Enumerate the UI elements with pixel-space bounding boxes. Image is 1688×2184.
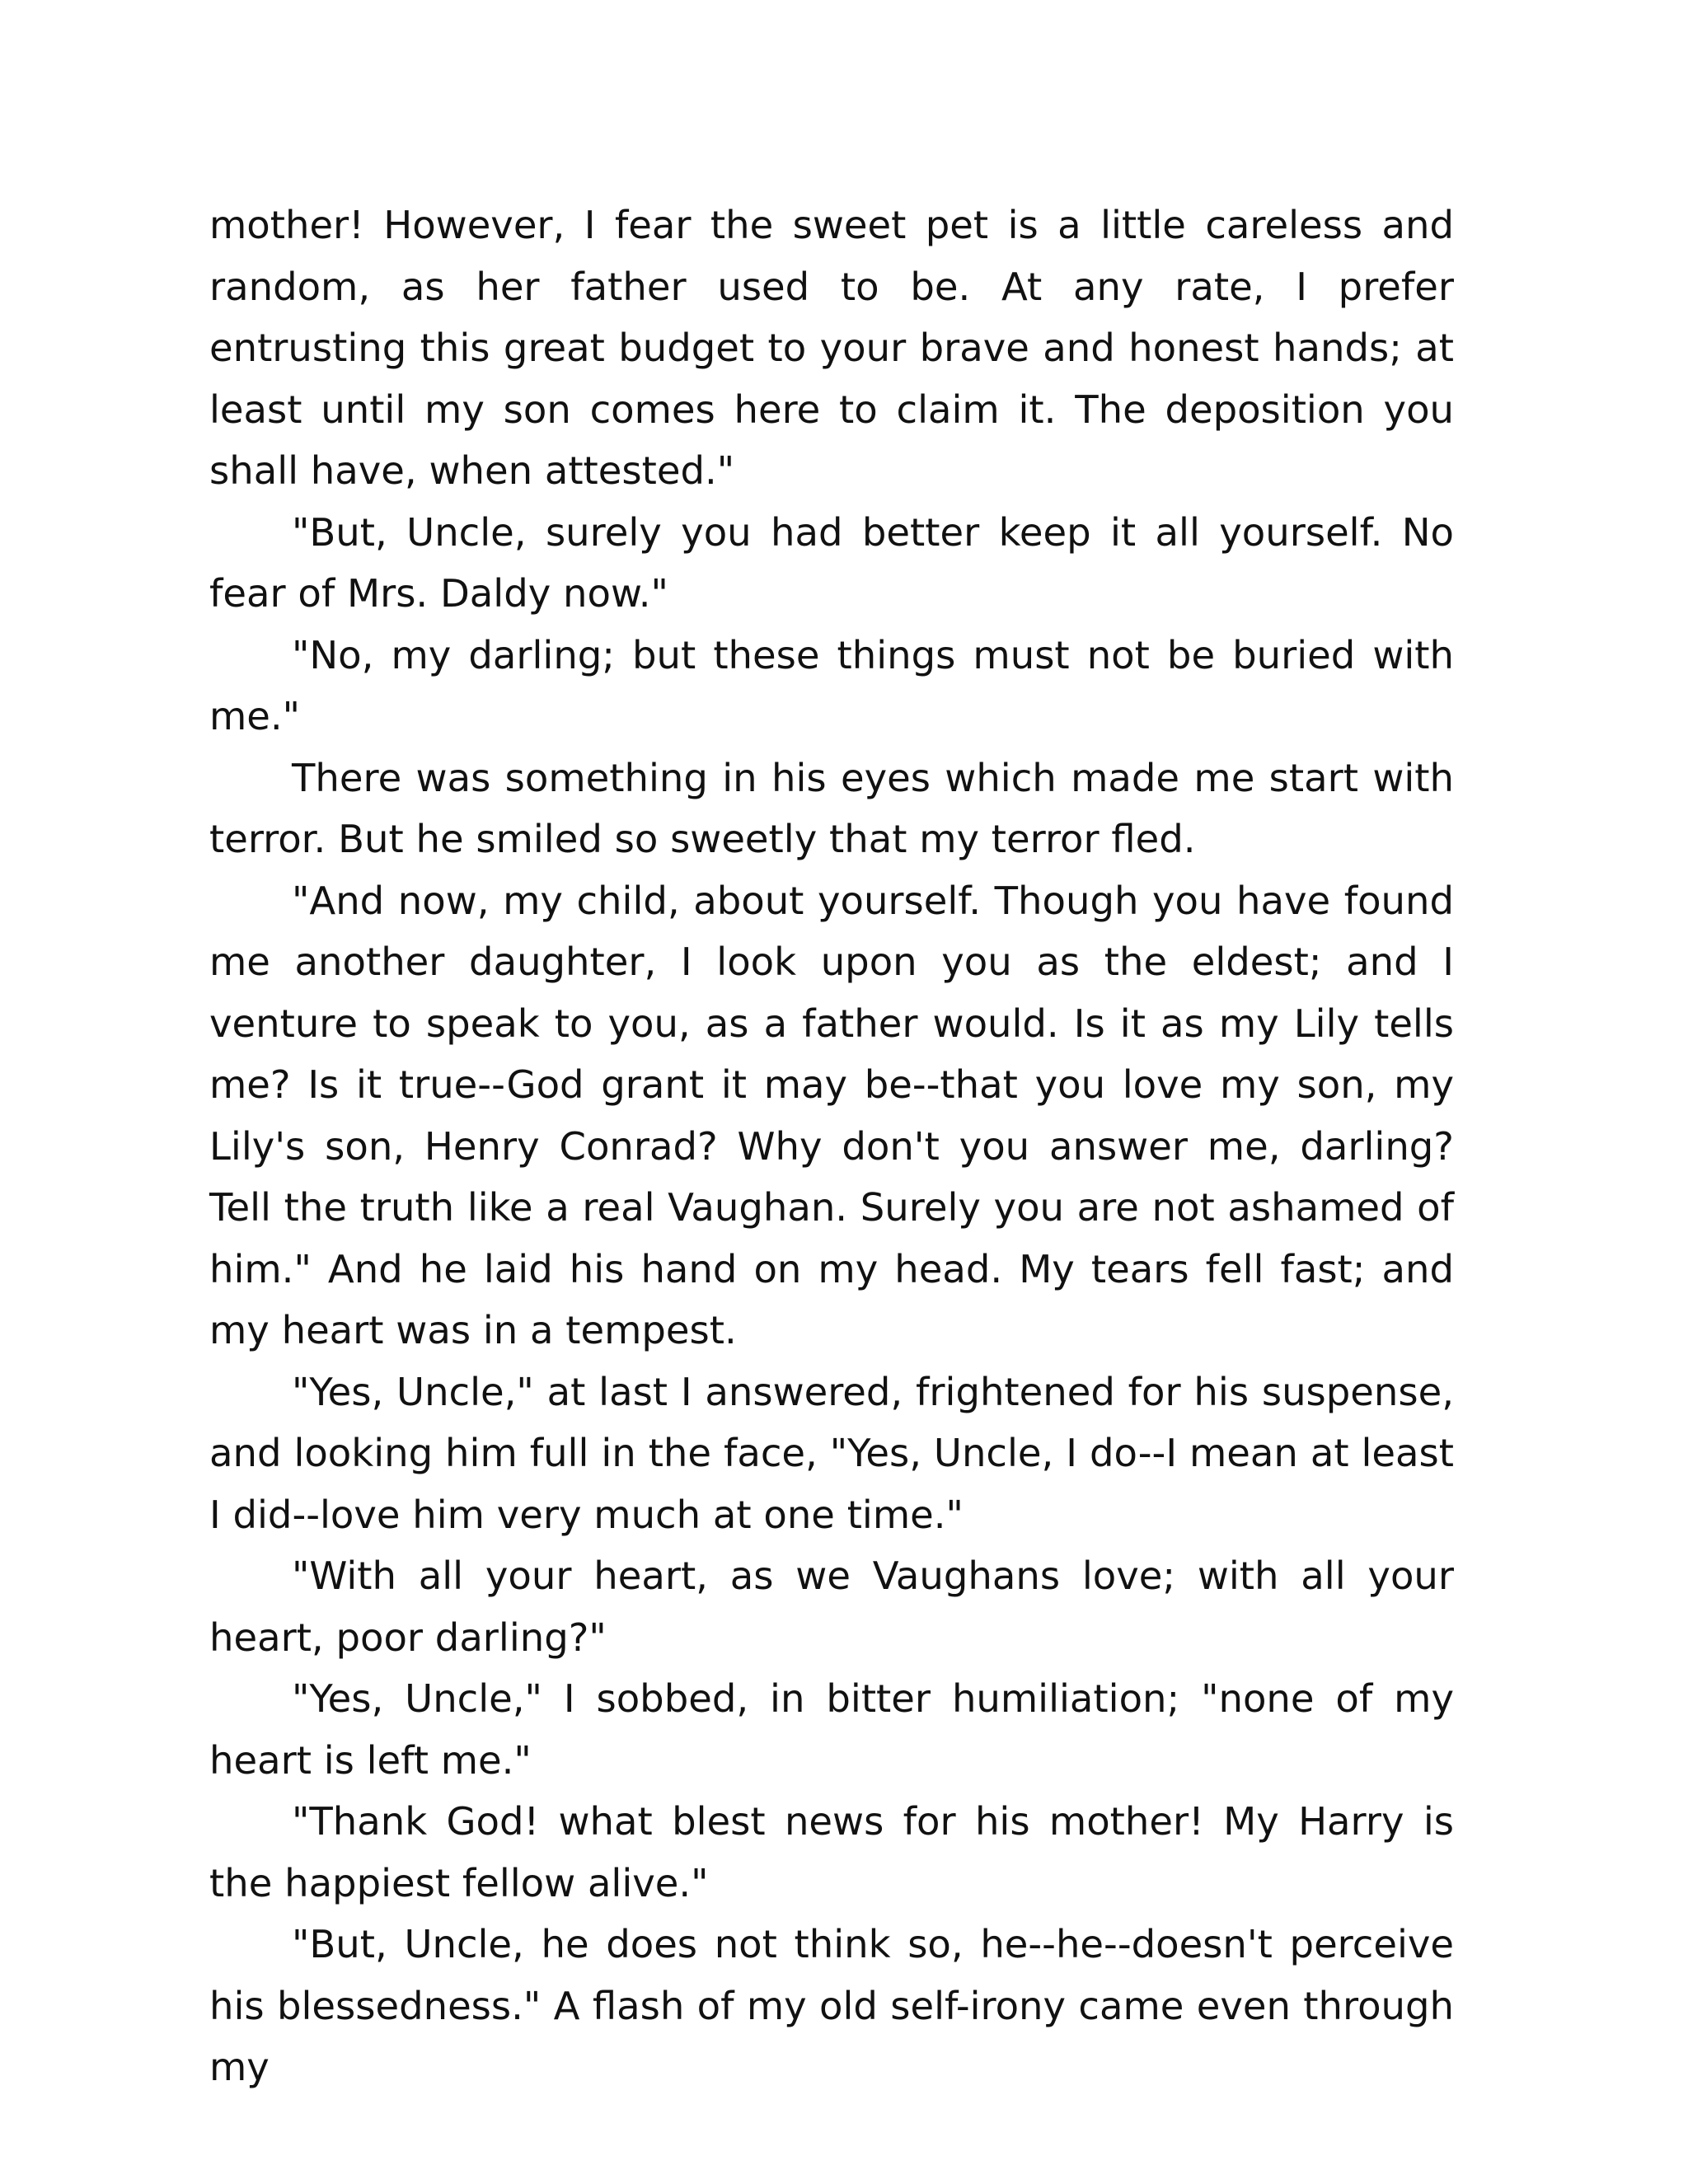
paragraph: "Yes, Uncle," I sobbed, in bitter humiliation; "none of my heart is left me." <box>209 1676 1454 1783</box>
paragraph: "Yes, Uncle," at last I answered, frightened for his suspense, and looking him full in the face, "Yes, Uncle, I do--I mean at least I did--love him very much at one time." <box>209 1369 1454 1537</box>
paragraph: "With all your heart, as we Vaughans love; with all your heart, poor darling?" <box>209 1554 1454 1660</box>
paragraph: There was something in his eyes which made me start with terror. But he smiled so sweetly that my terror fled. <box>209 755 1454 861</box>
paragraph: "And now, my child, about yourself. Though you have found me another daughter, I look upon you as the eldest; and I venture to speak to you, as a father would. Is it as my Lily tells me? Is it true--God grant it may be--that you love my son, my Lily's son, Henry Conrad? Why don't you answer me, darling? Tell the truth like a real Vaughan. Surely you are not ashamed of him." And he laid his hand on my head. My tears fell fast; and my heart was in a tempest. <box>209 878 1454 1352</box>
paragraph-continued: mother! However, I fear the sweet pet is a little careless and random, as her father used to be. At any rate, I prefer entrusting this great budget to your brave and honest hands; at least until my son comes here to claim it. The deposition you shall have, when attested." <box>209 203 1454 493</box>
paragraph: "No, my darling; but these things must not be buried with me." <box>209 632 1454 738</box>
body-text <box>209 194 1454 2098</box>
paragraph-last: "But, Uncle, he does not think so, he--he--doesn't perceive his blessedness." A flash of my old self-irony came even through my <box>209 1922 1454 2089</box>
paragraph: "Thank God! what blest news for his mother! My Harry is the happiest fellow alive." <box>209 1799 1454 1905</box>
paragraph: "But, Uncle, surely you had better keep it all yourself. No fear of Mrs. Daldy now." <box>209 509 1454 616</box>
